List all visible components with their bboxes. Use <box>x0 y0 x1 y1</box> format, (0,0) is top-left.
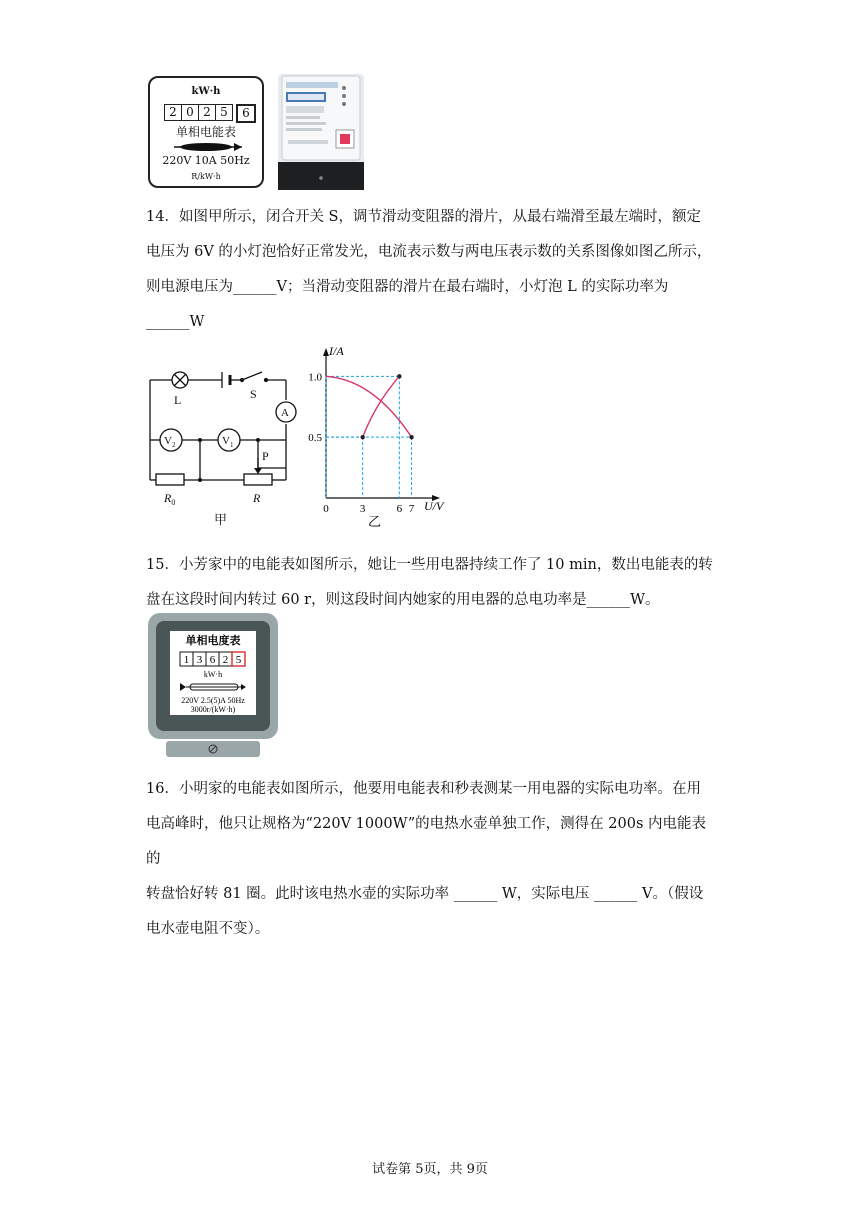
series-curve <box>363 376 400 437</box>
series-curve <box>326 376 412 437</box>
question-16-line: 转盘恰好转 81 圈。此时该电热水壶的实际功率 ______ W，实际电压 ______ V。（假设 <box>146 886 704 902</box>
meter-b-spec: 220V 2.5(5)A 50Hz <box>181 696 245 705</box>
voltmeter-1-label: $V_1$ <box>222 435 234 449</box>
question-16 <box>146 772 720 947</box>
meter-rate: R/kW·h <box>191 172 221 181</box>
question-15 <box>146 548 720 618</box>
question-14-line: 则电源电压为______V；当滑动变阻器的滑片在最右端时，小灯泡 L 的实际功率为 <box>146 279 669 295</box>
question-14 <box>146 200 720 340</box>
meter-b-digit: 6 <box>209 654 216 666</box>
iu-graph <box>296 338 466 530</box>
meter-digits <box>164 104 255 123</box>
data-point <box>397 374 401 378</box>
data-point <box>409 435 413 439</box>
x-tick-label: 6 <box>396 503 403 515</box>
y-tick-label: 0.5 <box>308 432 322 445</box>
lamp-label: L <box>174 393 182 407</box>
x-tick-label: 7 <box>408 503 415 515</box>
resistor-r-label: R <box>253 491 261 505</box>
meter-digit: 2 <box>198 104 216 121</box>
question-14-line: ______W <box>146 314 205 330</box>
meter-b-digit-decimal: 5 <box>235 654 242 666</box>
energy-meter-b <box>146 611 280 759</box>
question-16-line: 16．小明家的电能表如图所示，他要用电能表和秒表测某一用电器的实际电功率。在用 <box>146 781 701 797</box>
meter-b-title: 单相电度表 <box>185 635 241 647</box>
graph-caption: 乙 <box>368 515 382 530</box>
slider-label: P <box>262 449 269 463</box>
meter-b-digit: 1 <box>183 654 190 666</box>
meter-b-unit: kW·h <box>203 670 223 679</box>
resistor-r0-label: $R_0$ <box>164 491 176 507</box>
x-tick-label: 3 <box>359 503 366 515</box>
switch-label: S <box>250 387 257 401</box>
x-axis-label: U/V <box>424 499 444 513</box>
circuit-diagram <box>140 358 310 530</box>
meter-b-digit: 3 <box>196 654 203 666</box>
meter-spec: 220V 10A 50Hz <box>162 154 250 167</box>
y-axis-label: I/A <box>329 344 344 358</box>
circuit-caption: 甲 <box>214 512 228 527</box>
meter-digit: 5 <box>215 104 233 121</box>
x-tick-label: 0 <box>323 503 329 515</box>
meter-digit: 2 <box>164 104 182 121</box>
energy-meter-photo <box>278 74 364 190</box>
meter-name: 单相电能表 <box>175 125 236 139</box>
meter-unit: kW·h <box>191 86 221 97</box>
question-14-line: 14．如图甲所示，闭合开关 S，调节滑动变阻器的滑片，从最右端滑至最左端时，额定 <box>146 209 701 225</box>
meter-digit: 0 <box>181 104 199 121</box>
question-15-line: 15．小芳家中的电能表如图所示，她让一些用电器持续工作了 10 min，数出电能表的转 <box>146 557 713 573</box>
ammeter-label: A <box>281 407 289 419</box>
meter-b-rate: 3000r/(kW·h) <box>190 705 236 714</box>
question-14-line: 电压为 6V 的小灯泡恰好正常发光，电流表示数与两电压表示数的关系图像如图乙所示， <box>146 244 712 260</box>
voltmeter-2-label: $V_2$ <box>164 435 176 449</box>
meter-arrow-icon <box>170 140 246 154</box>
data-point <box>360 435 364 439</box>
page-footer: 试卷第 5页，共 9页 <box>372 1162 488 1177</box>
question-15-line: 盘在这段时间内转过 60 r，则这段时间内她家的用电器的总电功率是______W。 <box>146 592 660 608</box>
question-16-line: 电水壶电阻不变）。 <box>146 921 270 937</box>
meter-digit-decimal: 6 <box>236 104 256 123</box>
energy-meter-diagram <box>148 76 264 188</box>
meter-b-digit: 2 <box>222 654 229 666</box>
question-16-line: 电高峰时，他只让规格为“220V 1000W”的电热水壶单独工作，测得在 200s 内电能表的 <box>146 816 706 867</box>
y-tick-label: 1.0 <box>308 371 322 384</box>
